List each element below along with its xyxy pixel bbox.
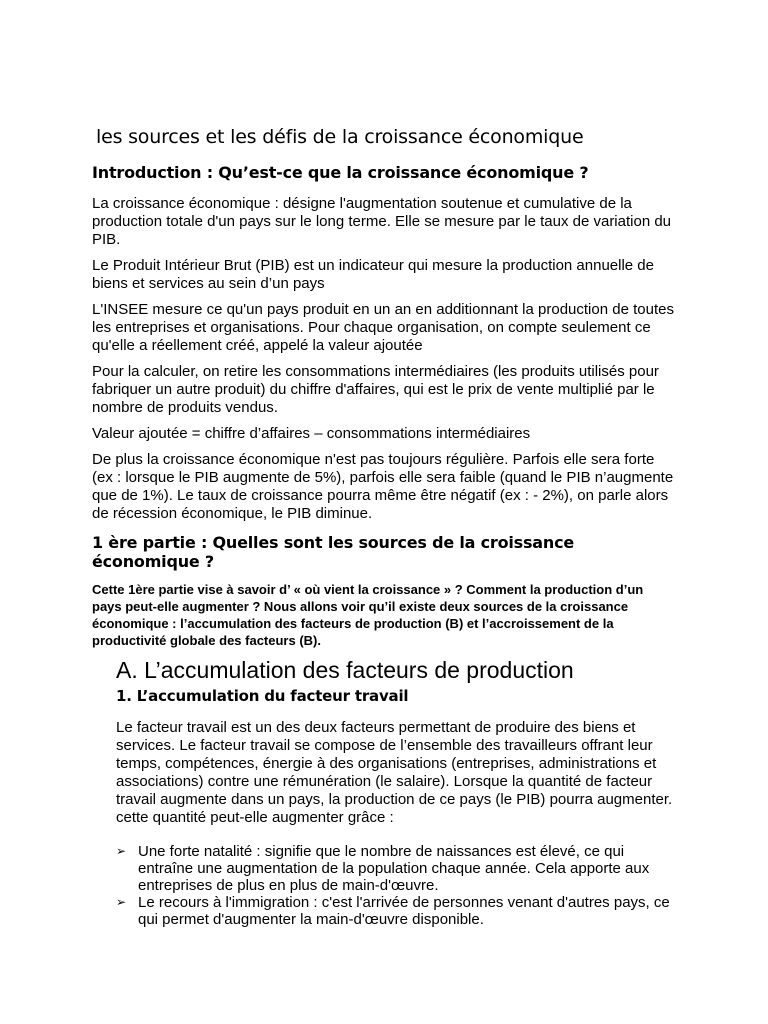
intro-paragraph-6: De plus la croissance économique n'est pas toujours régulière. Parfois elle sera forte (ex : lorsque le PIB augmente de 5%), parfois elle sera faible (quand le PIB n’augmente que de 1%). Le taux de croissance pourra même être négatif (ex : - 2%), on parle alors de récession économique, le PIB diminue. <box>92 450 674 522</box>
document-title: les sources et les défis de la croissance économique <box>96 126 584 148</box>
list-item <box>116 843 676 894</box>
intro-paragraph-2: Le Produit Intérieur Brut (PIB) est un indicateur qui mesure la production annuelle de biens et services au sein d’un pays <box>92 256 654 292</box>
list-item-text: Une forte natalité : signifie que le nombre de naissances est élevé, ce qui entraîne une augmentation de la population chaque année. Cela apporte aux entreprises de plus en plus de main-d'œuvre. <box>138 842 650 894</box>
intro-heading: Introduction : Qu’est-ce que la croissance économique ? <box>92 162 589 182</box>
intro-paragraph-3: L'INSEE mesure ce qu'un pays produit en un an en additionnant la production de toutes les entreprises et organisations. Pour chaque organisation, on compte seulement ce qu'elle a réellement créé, appelé la valeur ajoutée <box>92 300 674 354</box>
arrow-bullet-icon: ➢ <box>116 894 127 909</box>
subsection-1-heading: 1. L’accumulation du facteur travail <box>116 686 409 705</box>
subsection-1-paragraph: Le facteur travail est un des deux facteurs permettant de produire des biens et services. Le facteur travail se compose de l’ensemble des travailleurs offrant leur temps, compétences, énergie à des organisations (entreprises, administrations et associations) contre une rémunération (le salaire). Lorsque la quantité de facteur travail augmente dans un pays, la production de ce pays (le PIB) pourra augmenter. cette quantité peut-elle augmenter grâce : <box>116 718 673 826</box>
part1-lead: Cette 1ère partie vise à savoir d’ « où vient la croissance » ? Comment la production d’un pays peut-elle augmenter ? Nous allons voir qu’il existe deux sources de la croissance économique : l’accumulation des facteurs de production (B) et l’accroissement de la productivité globale des facteurs (B). <box>92 582 644 649</box>
bullet-list <box>116 843 676 928</box>
formula-paragraph: Valeur ajoutée = chiffre d’affaires – consommations intermédiaires <box>92 424 531 442</box>
list-item <box>116 894 676 928</box>
intro-paragraph-1: La croissance économique : désigne l'augmentation soutenue et cumulative de la production totale d'un pays sur le long terme. Elle se mesure par le taux de variation du PIB. <box>92 194 672 248</box>
part1-heading: 1 ère partie : Quelles sont les sources de la croissance économique ? <box>92 532 575 572</box>
section-a-heading: A. L’accumulation des facteurs de production <box>116 657 574 684</box>
list-item-text: Le recours à l'immigration : c'est l'arrivée de personnes venant d'autres pays, ce qui permet d'augmenter la main-d'œuvre disponible. <box>138 893 670 928</box>
intro-paragraph-4: Pour la calculer, on retire les consommations intermédiaires (les produits utilisés pour fabriquer un autre produit) du chiffre d'affaires, qui est le prix de vente multiplié par le nombre de produits vendus. <box>92 362 659 416</box>
arrow-bullet-icon: ➢ <box>116 843 127 858</box>
